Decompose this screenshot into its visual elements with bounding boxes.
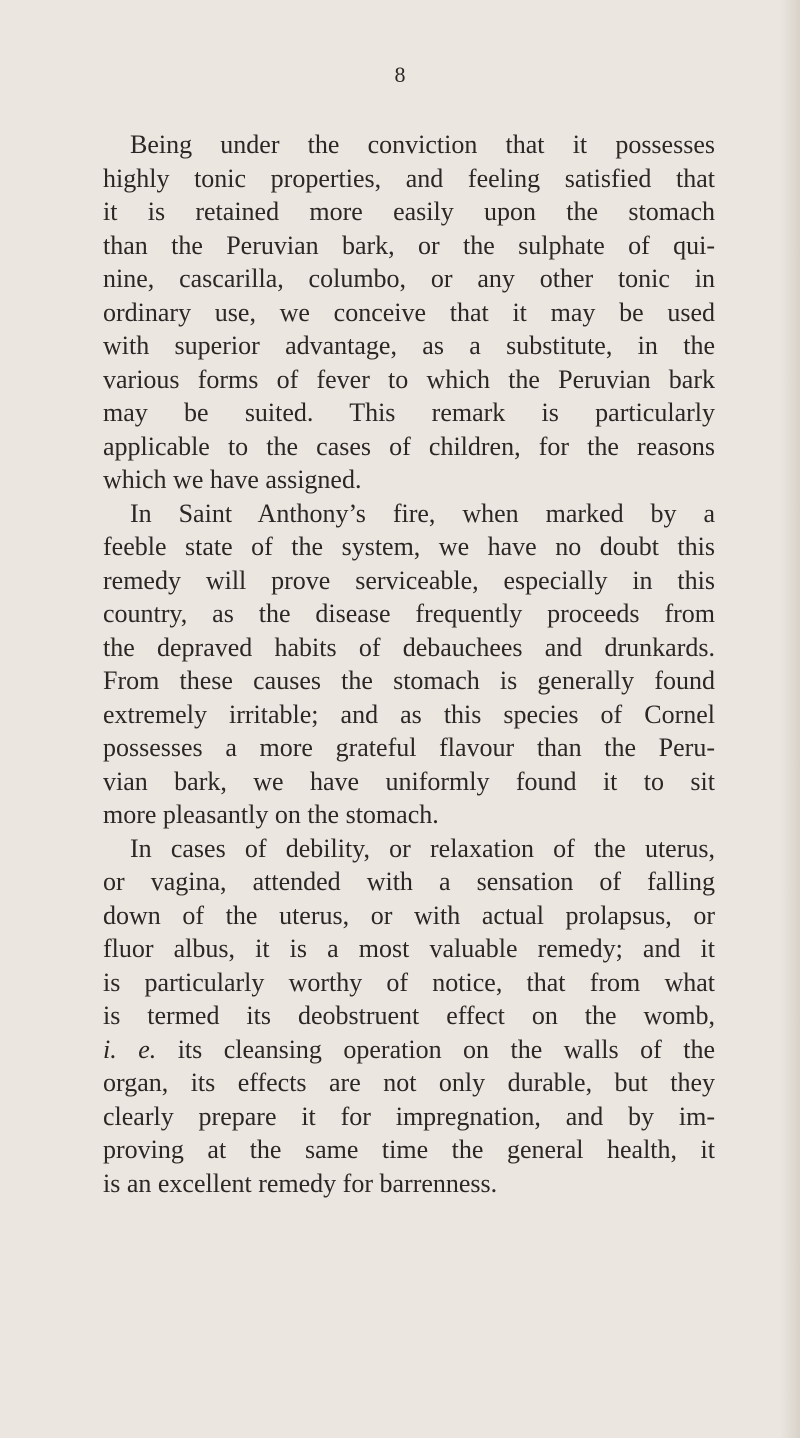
text-line: various forms of fever to which the Peruvian bark bbox=[103, 364, 715, 394]
text-line: In Saint Anthony’s fire, when marked by a bbox=[130, 498, 715, 528]
text-line: Being under the conviction that it possesses bbox=[130, 130, 715, 159]
text-line: From these causes the stomach is generally found bbox=[103, 666, 715, 695]
text-line: is an excellent remedy for barrenness. bbox=[103, 1168, 498, 1198]
text-line: or vagina, attended with a sensation of falling bbox=[103, 867, 715, 896]
body-text bbox=[103, 128, 715, 1200]
text-line: ordinary use, we conceive that it may be used bbox=[103, 297, 715, 327]
italic-abbreviation: i. e. bbox=[103, 1034, 157, 1064]
text-line: nine, cascarilla, columbo, or any other tonic in bbox=[103, 264, 715, 293]
text-line: it is retained more easily upon the stomach bbox=[103, 197, 715, 226]
text-line: possesses a more grateful flavour than the Peru- bbox=[103, 733, 715, 762]
text-line: proving at the same time the general health, it bbox=[103, 1135, 715, 1164]
text-line: extremely irritable; and as this species of Cornel bbox=[103, 699, 715, 729]
text-line: more pleasantly on the stomach. bbox=[103, 800, 439, 829]
text-line: i. e. its cleansing operation on the walls of the bbox=[103, 1034, 715, 1064]
text-line: organ, its effects are not only durable, but they bbox=[103, 1068, 715, 1097]
page-number: 8 bbox=[394, 62, 406, 87]
page-edge-shadow bbox=[780, 0, 800, 1438]
text-line: the depraved habits of debauchees and drunkards. bbox=[103, 632, 715, 662]
text-line: which we have assigned. bbox=[103, 465, 362, 494]
text-line: highly tonic properties, and feeling satisfied that bbox=[103, 163, 715, 193]
text-line: is termed its deobstruent effect on the womb, bbox=[103, 1001, 715, 1030]
text-line: than the Peruvian bark, or the sulphate of qui- bbox=[103, 230, 715, 260]
text-line: vian bark, we have uniformly found it to sit bbox=[103, 766, 715, 796]
text-line: clearly prepare it for impregnation, and by im- bbox=[103, 1101, 715, 1131]
text-line: may be suited. This remark is particularly bbox=[103, 398, 715, 427]
text-line: remedy will prove serviceable, especially in this bbox=[103, 565, 715, 595]
text-line: fluor albus, it is a most valuable remedy; and it bbox=[103, 934, 715, 963]
text-line: down of the uterus, or with actual prolapsus, or bbox=[103, 900, 715, 930]
text-line: applicable to the cases of children, for the reasons bbox=[103, 431, 715, 461]
text-line: is particularly worthy of notice, that from what bbox=[103, 967, 715, 997]
text-line: country, as the disease frequently proceeds from bbox=[103, 599, 715, 628]
text-line: with superior advantage, as a substitute, in the bbox=[103, 331, 715, 360]
text-line: In cases of debility, or relaxation of the uterus, bbox=[130, 833, 715, 863]
text-line: feeble state of the system, we have no doubt this bbox=[103, 532, 715, 561]
